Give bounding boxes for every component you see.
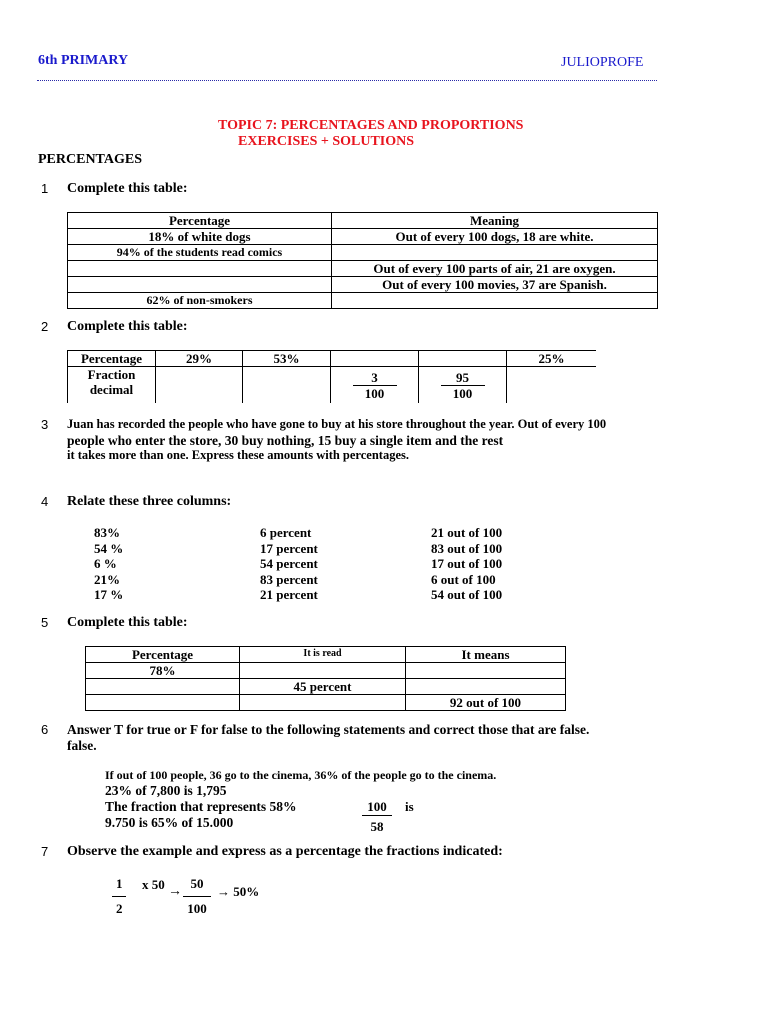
table-cell: 94% of the students read comics (68, 245, 332, 261)
table-row (86, 679, 566, 695)
ex6-statement-1: If out of 100 people, 36 go to the cinema, 36% of the people go to the cinema. (105, 768, 497, 782)
numerator: 1 (112, 876, 126, 897)
table-cell (406, 679, 566, 695)
ex2-prompt: Complete this table: (67, 319, 188, 334)
fraction-label: Fraction (87, 367, 136, 382)
fraction (183, 876, 211, 917)
ex3-line2: people who enter the store, 30 buy nothing, 15 buy a single item and the rest (67, 433, 504, 448)
decimal-label: decimal (89, 382, 134, 397)
ex7-prompt: Observe the example and express as a percentage the fractions indicated: (67, 844, 503, 859)
table-cell (331, 367, 419, 404)
section-heading: PERCENTAGES (38, 152, 142, 167)
ex6-number: 6 (41, 722, 49, 737)
list-item: 21 percent (260, 587, 318, 602)
table-cell (86, 679, 240, 695)
ex7-multiplier: x 50 (142, 877, 165, 892)
list-item: 17 out of 100 (431, 556, 503, 571)
table-cell: 45 percent (240, 679, 406, 695)
table-row (68, 245, 658, 261)
numerator: 50 (183, 876, 211, 897)
ex7-number: 7 (41, 844, 49, 859)
denominator: 2 (116, 901, 123, 916)
table-header-cell: Percentage (68, 213, 332, 229)
table-cell: 18% of white dogs (68, 229, 332, 245)
table-header-row (86, 647, 566, 663)
table-cell (68, 261, 332, 277)
fraction (362, 799, 392, 835)
numerator: 3 (353, 370, 397, 386)
table-header-cell: Percentage (86, 647, 240, 663)
table-cell: 53% (243, 351, 331, 367)
header-left: 6th PRIMARY (38, 53, 129, 68)
table-cell (419, 351, 507, 367)
table-row (86, 695, 566, 711)
ex5-table (85, 646, 566, 711)
table-cell (240, 663, 406, 679)
list-item: 83 percent (260, 571, 318, 587)
list-item: 54 out of 100 (431, 587, 503, 602)
fraction (441, 370, 485, 401)
ex2-number: 2 (41, 319, 49, 334)
denominator: 100 (452, 385, 473, 401)
fraction (353, 370, 397, 401)
ex7-example-fraction-1 (112, 876, 126, 917)
table-cell: 62% of non-smokers (68, 293, 332, 309)
denominator: 100 (364, 385, 385, 401)
denominator: 100 (187, 901, 207, 916)
table-cell (507, 367, 597, 404)
arrow-icon: → (168, 884, 182, 899)
list-item: 21% (94, 571, 120, 587)
table-cell (332, 293, 658, 309)
table-cell (86, 695, 240, 711)
ex6-statement-4: 9.750 is 65% of 15.000 (105, 815, 234, 830)
table-header-row (68, 213, 658, 229)
table-cell (406, 663, 566, 679)
ex4-prompt: Relate these three columns: (67, 494, 232, 509)
ex1-prompt: Complete this table: (67, 181, 188, 196)
ex6-prompt-line2: false. (67, 738, 97, 753)
table-row (68, 351, 597, 367)
ex6-statement-2: 23% of 7,800 is 1,795 (105, 783, 227, 798)
ex4-column-1 (94, 525, 123, 603)
list-item: 6 out of 100 (431, 571, 496, 587)
ex6-fraction (362, 799, 392, 835)
table-cell: Percentage (68, 351, 156, 367)
ex7-result: → 50% (217, 884, 260, 899)
table-row (68, 293, 658, 309)
table-cell (68, 367, 156, 404)
ex5-number: 5 (41, 615, 49, 630)
numerator: 100 (362, 799, 392, 816)
table-row (68, 229, 658, 245)
ex1-number: 1 (41, 181, 49, 196)
title-line2: EXERCISES + SOLUTIONS (238, 134, 415, 149)
table-cell: 92 out of 100 (406, 695, 566, 711)
numerator: 95 (441, 370, 485, 386)
list-item: 21 out of 100 (431, 525, 503, 540)
ex3-line3: it takes more than one. Express these amounts with percentages. (67, 448, 410, 462)
ex6-prompt-line1: Answer T for true or F for false to the following statements and correct those that are false. (67, 722, 590, 737)
table-row (86, 663, 566, 679)
table-cell (332, 245, 658, 261)
ex5-prompt: Complete this table: (67, 615, 188, 630)
table-row (68, 277, 658, 293)
fraction (112, 876, 126, 917)
title-line1: TOPIC 7: PERCENTAGES AND PROPORTIONS (218, 118, 524, 133)
table-row (68, 261, 658, 277)
list-item: 83 out of 100 (431, 540, 503, 556)
table-header-cell: Meaning (332, 213, 658, 229)
ex4-column-2 (260, 525, 318, 603)
table-header-cell: It means (406, 647, 566, 663)
list-item: 54 % (94, 540, 124, 556)
list-item: 17 percent (260, 540, 318, 556)
ex3-number: 3 (41, 417, 49, 432)
ex1-table (67, 212, 658, 309)
table-cell: 29% (156, 351, 243, 367)
table-cell (419, 367, 507, 404)
list-item: 83% (94, 525, 120, 540)
table-header-cell: It is read (240, 647, 406, 663)
ex4-column-3 (431, 525, 502, 603)
header-right: JULIOPROFE (561, 55, 644, 70)
ex2-table (67, 350, 596, 403)
table-cell: Out of every 100 dogs, 18 are white. (332, 229, 658, 245)
list-item: 17 % (94, 587, 124, 602)
list-item: 6 percent (260, 525, 312, 540)
table-cell: Out of every 100 parts of air, 21 are oxygen. (332, 261, 658, 277)
denominator: 58 (370, 819, 384, 834)
table-cell (68, 277, 332, 293)
header-divider (37, 80, 657, 81)
table-cell (331, 351, 419, 367)
ex6-statement-3: The fraction that represents 58% (105, 799, 297, 814)
ex7-example-fraction-2 (183, 876, 211, 917)
table-cell (156, 367, 243, 404)
list-item: 6 % (94, 556, 117, 571)
table-cell: 78% (86, 663, 240, 679)
list-item: 54 percent (260, 556, 318, 571)
ex4-number: 4 (41, 494, 49, 509)
table-cell (243, 367, 331, 404)
ex6-is: is (405, 799, 414, 814)
ex3-line1: Juan has recorded the people who have gone to buy at his store throughout the year. Out of every 100 (67, 417, 607, 431)
table-cell: Out of every 100 movies, 37 are Spanish. (332, 277, 658, 293)
table-row (68, 367, 597, 404)
table-cell: 25% (507, 351, 597, 367)
table-cell (240, 695, 406, 711)
